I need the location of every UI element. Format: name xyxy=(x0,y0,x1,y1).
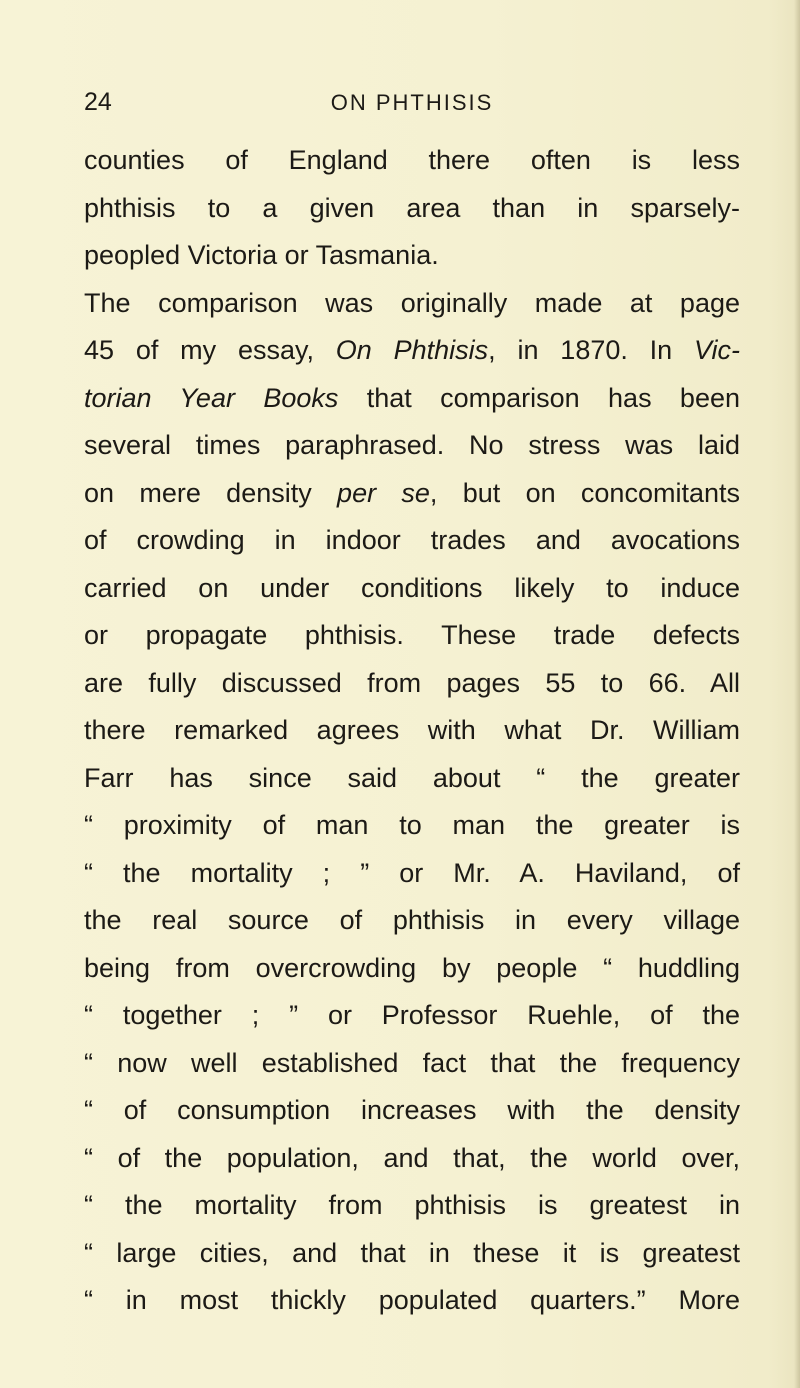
text-segment: “ the mortality from phthisis is greatest in xyxy=(84,1190,740,1220)
text-line xyxy=(84,897,740,945)
text-segment: 45 of my essay, xyxy=(84,335,336,365)
text-line xyxy=(84,755,740,803)
text-line xyxy=(84,470,740,518)
italic-text: torian Year Books xyxy=(84,382,339,413)
text-segment: “ large cities, and that in these it is greatest xyxy=(84,1237,740,1268)
text-segment: counties of England there often is less xyxy=(84,145,740,175)
text-segment: “ proximity of man to man the greater is xyxy=(84,810,740,840)
text-segment: “ now well established fact that the frequency xyxy=(84,1047,740,1078)
text-segment: , in 1870. In xyxy=(488,335,694,365)
text-segment: “ together ; ” or Professor Ruehle, of the xyxy=(84,1000,740,1030)
text-line xyxy=(84,1230,740,1278)
text-line xyxy=(84,1277,740,1325)
text-segment: several times paraphrased. No stress was laid xyxy=(84,430,740,460)
text-segment: of crowding in indoor trades and avocations xyxy=(84,525,740,555)
text-line xyxy=(84,992,740,1040)
text-segment: Farr has since said about “ the greater xyxy=(84,762,740,793)
text-line xyxy=(84,1040,740,1088)
text-line xyxy=(84,422,740,470)
text-line xyxy=(84,327,740,375)
text-segment: , but on concomitants xyxy=(429,477,740,508)
text-segment: “ the mortality ; ” or Mr. A. Haviland, of xyxy=(84,857,740,888)
text-line xyxy=(84,1182,740,1230)
text-line xyxy=(84,280,740,328)
text-segment: on mere density xyxy=(84,477,338,508)
text-segment: or propagate phthisis. These trade defects xyxy=(84,620,740,650)
text-segment: are fully discussed from pages 55 to 66. All xyxy=(84,667,740,698)
text-line xyxy=(84,1087,740,1135)
text-segment: being from overcrowding by people “ huddling xyxy=(84,952,740,983)
text-segment: phthisis to a given area than in sparsely- xyxy=(84,192,740,223)
body-text xyxy=(84,137,740,1325)
text-segment: carried on under conditions likely to induce xyxy=(84,572,740,603)
text-line xyxy=(84,1135,740,1183)
text-line xyxy=(84,185,740,233)
text-line xyxy=(84,375,740,423)
text-segment: the real source of phthisis in every village xyxy=(84,905,740,935)
italic-text: On Phthisis xyxy=(335,335,489,365)
text-line xyxy=(84,850,740,898)
italic-text: per se xyxy=(337,477,430,508)
text-segment: The comparison was originally made at page xyxy=(84,287,740,318)
page-number: 24 xyxy=(84,88,112,116)
text-segment: “ of consumption increases with the density xyxy=(84,1095,740,1125)
text-line xyxy=(84,660,740,708)
text-line xyxy=(84,232,740,280)
text-segment: peopled Victoria or Tasmania. xyxy=(84,240,439,270)
text-line xyxy=(84,707,740,755)
text-line xyxy=(84,137,740,185)
page-header xyxy=(84,88,740,118)
text-line xyxy=(84,612,740,660)
text-line xyxy=(84,945,740,993)
text-line xyxy=(84,802,740,850)
page-edge-shadow xyxy=(794,0,800,1388)
text-segment: there remarked agrees with what Dr. William xyxy=(84,715,740,745)
text-segment: “ in most thickly populated quarters.” More xyxy=(84,1285,740,1315)
italic-text: Vic- xyxy=(694,335,741,365)
text-line xyxy=(84,565,740,613)
text-segment: “ of the population, and that, the world over, xyxy=(84,1142,740,1173)
running-title: ON PHTHISIS xyxy=(330,90,494,115)
text-line xyxy=(84,517,740,565)
text-segment: that comparison has been xyxy=(338,382,740,413)
